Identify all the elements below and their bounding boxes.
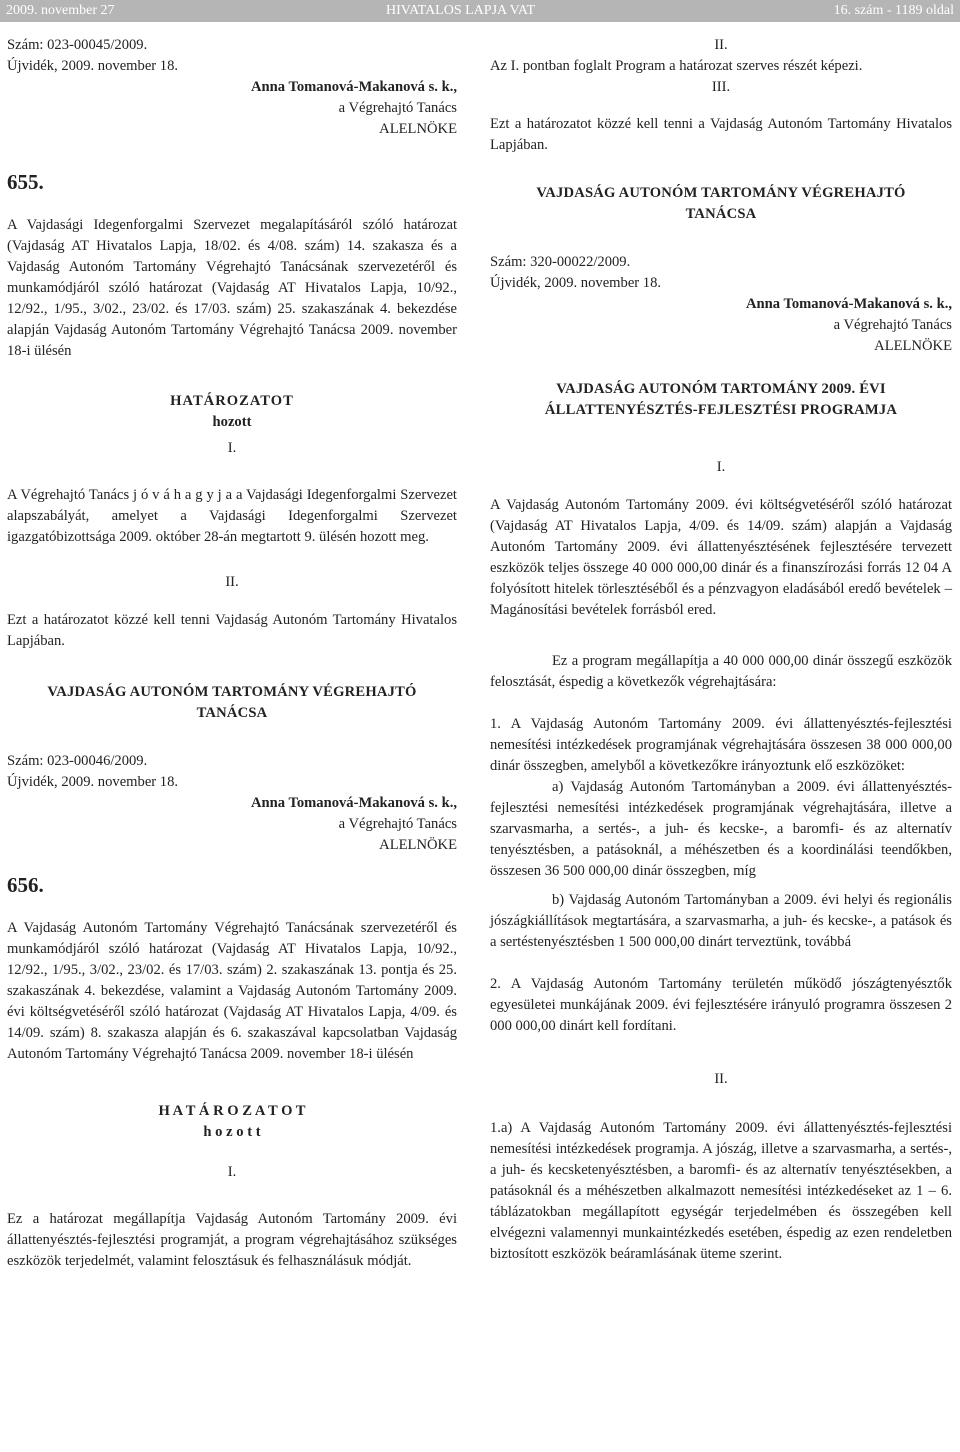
header-issue: 16. szám - 1189 oldal [833, 3, 954, 18]
section-ii: II. [714, 37, 728, 53]
paragraph-iii: Ezt a határozatot közzé kell tenni a Vajdaság Autonóm Tartomány Hivatalos Lapjában. [490, 116, 952, 153]
decision-number-656: 656. [7, 873, 44, 897]
doc-number: Szám: 023-00045/2009. [7, 37, 148, 53]
program-title-2: ÁLLATTENYÉSZTÉS-FEJLESZTÉSI PROGRAMJA [544, 402, 898, 418]
authority-title: VAJDASÁG AUTONÓM TARTOMÁNY VÉGREHAJTÓ [47, 684, 417, 700]
program-item-1b: b) Vajdaság Autonóm Tartományban a 2009. évi helyi és regionális jószágkiállítások megtartására, a szarvasmarha, a juh- és kecske-, a patások és a sertéstenyésztésben 1 500 000,00 dinárt terveztünk, továbbá [490, 892, 952, 950]
header-date: 2009. november 27 [6, 3, 115, 18]
program-paragraph-2: Ez a program megállapítja a 40 000 000,00 dinár összegű eszközök felosztását, éspedig a következők végrehajtására: [490, 653, 952, 690]
paragraph-655-ii: Ezt a határozatot közzé kell tenni Vajdaság Autonóm Tartomány Hivatalos Lapjában. [7, 612, 457, 649]
page-header [0, 0, 960, 22]
program-item-1a: a) Vajdaság Autonóm Tartományban a 2009. évi állattenyésztés-fejlesztési nemesítési intézkedések programjának végrehajtására, illetve a szarvasmarha, a sertés-, a juh- és kecske-, a baromfi- és az alternatív tenyésztésben, a patásoknál, a méhészetben és a koordinálási teendőkben, összesen 36 500 000,00 dinár összegben, míg [490, 779, 952, 879]
signer-title: ALELNÖKE [379, 837, 457, 853]
program-item-1: 1. A Vajdaság Autonóm Tartomány 2009. évi állattenyésztés-fejlesztési nemesítési intézkedések programjának végrehajtására összesen 38 000 000,00 dinár összegben, amelyből a következőkre irányoztunk elő eszközöket: [490, 716, 952, 774]
doc-place-date: Újvidék, 2009. november 18. [490, 275, 662, 291]
heading-hatarozatot: HATÁROZATOT [170, 393, 294, 409]
header-journal: HIVATALOS LAPJA VAT [386, 3, 536, 18]
signer-name: Anna Tomanová-Makanová s. k., [746, 296, 952, 312]
preamble-655: A Vajdasági Idegenforgalmi Szervezet megalapításáról szóló határozat (Vajdaság AT Hivatalos Lapja, 18/02. és 4/08. szám) 14. szakasza és a Vajdaság Autonóm Tartomány Végrehajtó Tanácsának szervezetéről és munkamódjáról szóló határozat (Vajdaság AT Hivatalos Lapja, 10/92., 12/92., 1/95., 3/02., 23/02. és 17/03. szám) 25. szakaszának 4. bekezdése alapján Vajdaság Autonóm Tartomány Végrehajtó Tanácsa 2009. november 18-i ülésén [7, 217, 457, 359]
signer-title: ALELNÖKE [874, 338, 952, 354]
section-iii: III. [711, 79, 731, 95]
heading-hatarozatot: H A T Á R O Z A T O T [158, 1103, 306, 1119]
doc-place-date: Újvidék, 2009. november 18. [7, 58, 179, 74]
signer-name: Anna Tomanová-Makanová s. k., [251, 795, 457, 811]
authority-title: VAJDASÁG AUTONÓM TARTOMÁNY VÉGREHAJTÓ [536, 185, 906, 201]
paragraph-655-i: A Végrehajtó Tanács j ó v á h a g y j a a Vajdasági Idegenforgalmi Szervezet alapszabályát, amelyet a Vajdasági Idegenforgalmi Szervezet igazgatóbizottsága 2009. október 28-án megtartott 9. ülésén hozott meg. [7, 487, 457, 545]
doc-number: Szám: 023-00046/2009. [7, 753, 148, 769]
section-ii: II. [225, 574, 239, 590]
signer-role: a Végrehajtó Tanács [338, 816, 457, 832]
program-section-ii: II. [714, 1071, 728, 1087]
heading-hozott: hozott [212, 414, 252, 430]
doc-place-date: Újvidék, 2009. november 18. [7, 774, 179, 790]
left-column [7, 35, 457, 1272]
heading-hozott: h o z o t t [203, 1124, 261, 1140]
signer-role: a Végrehajtó Tanács [833, 317, 952, 333]
program-title: VAJDASÁG AUTONÓM TARTOMÁNY 2009. ÉVI [556, 381, 886, 397]
authority-title-2: TANÁCSA [196, 705, 268, 721]
signer-name: Anna Tomanová-Makanová s. k., [251, 79, 457, 95]
program-item-1a-detail: 1.a) A Vajdaság Autonóm Tartomány 2009. évi állattenyésztés-fejlesztési nemesítési intézkedések programja. A jószág, illetve a szarvasmarha, a sertés-, a juh- és kecsketenyésztésben, a baromfi- és az alternatív tenyésztésekben, a patásoknál és a méhészetben alkalmazott nemesítési intézkedéseket az 1 – 6. táblázatokban megállapított egységár terjedelmében és összegében kell elvégezni valamennyi munkaintézkedés esetében, éspedig az ezen rendeletben biztosított eszközök beáramlásának üteme szerint. [490, 1120, 952, 1262]
authority-title-2: TANÁCSA [685, 206, 757, 222]
program-paragraph-1: A Vajdaság Autonóm Tartomány 2009. évi költségvetéséről szóló határozat (Vajdaság AT Hivatalos Lapja, 4/09. és 14/09. szám) alapján a Vajdaság Autonóm Tartomány 2009. évi állattenyésztésének fejlesztésére tervezett eszközök teljes összege 40 000 000,00 dinár és a finanszírozási forrás 12 04 A folyósított hitelek törlesztéséből és a pénzvagyon eladásából eredő bevételek – Magánosítási bevételek forrásból ered. [490, 497, 952, 618]
decision-number-655: 655. [7, 170, 44, 194]
signer-title: ALELNÖKE [379, 121, 457, 137]
preamble-656: A Vajdaság Autonóm Tartomány Végrehajtó Tanácsának szervezetéről és munkamódjáról szóló határozat (Vajdaság AT Hivatalos Lapja, 10/92., 12/92., 1/95., 3/02., 23/02. és 17/03. szám) 2. szakaszának 13. pontja és 25. szakaszának 4. bekezdése, valamint a Vajdaság Autonóm Tartomány 2009. évi költségvetéséről szóló határozat (Vajdaság AT Hivatalos Lapja, 4/09. és 14/09. szám) 8. szakasza alapján és 6. szakaszával kapcsolatban Vajdaság Autonóm Tartomány Végrehajtó Tanácsa 2009. november 18-i ülésén [7, 920, 457, 1062]
paragraph-656-i: Ez a határozat megállapítja Vajdaság Autonóm Tartomány 2009. évi állattenyésztés-fejlesztési programját, a program végrehajtásához szükséges eszközök terjedelmét, valamint felosztásuk és felhasználásuk módját. [7, 1211, 457, 1269]
signer-role: a Végrehajtó Tanács [338, 100, 457, 116]
right-column [490, 35, 952, 1265]
program-item-2: 2. A Vajdaság Autonóm Tartomány területén működő jószágtenyésztők egyesületei munkájának 2009. évi fejlesztésére irányuló programra összesen 2 000 000,00 dinárt kell fordítani. [490, 976, 952, 1034]
program-section-i: I. [716, 459, 726, 475]
section-i: I. [227, 440, 237, 456]
section-i: I. [227, 1164, 237, 1180]
doc-number: Szám: 320-00022/2009. [490, 254, 631, 270]
paragraph-ii: Az I. pontban foglalt Program a határozat szerves részét képezi. [490, 58, 863, 74]
